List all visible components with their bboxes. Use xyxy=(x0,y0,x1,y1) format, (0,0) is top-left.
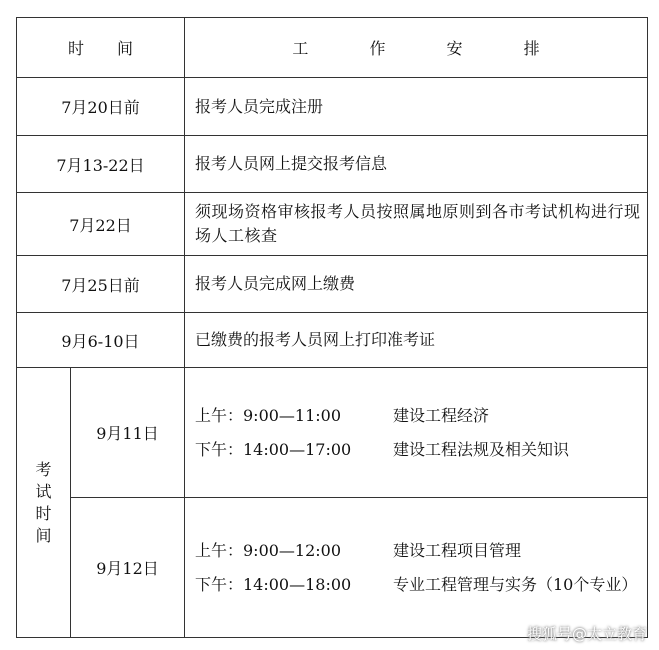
header-time: 时 间 xyxy=(17,18,185,78)
exam-sessions xyxy=(185,368,648,498)
session-time: 下午：14:00—17:00 xyxy=(195,439,352,459)
session-time: 上午：9:00—11:00 xyxy=(195,405,342,425)
table-row xyxy=(17,256,648,313)
exam-row-day1 xyxy=(17,368,648,498)
exam-time-label-text: 考试时间 xyxy=(35,459,52,545)
exam-date: 9月11日 xyxy=(71,368,185,498)
table-row xyxy=(17,78,648,136)
exam-session xyxy=(195,438,647,462)
row-desc: 报考人员网上提交报考信息 xyxy=(185,136,648,193)
header-row xyxy=(17,18,648,78)
row-date: 7月13-22日 xyxy=(17,136,185,193)
session-subject: 建设工程法规及相关知识 xyxy=(393,439,570,459)
row-date: 9月6-10日 xyxy=(17,313,185,368)
row-date: 7月20日前 xyxy=(17,78,185,136)
row-desc: 报考人员完成注册 xyxy=(185,78,648,136)
session-subject: 专业工程管理与实务（10个专业） xyxy=(393,574,638,594)
table-row xyxy=(17,193,648,256)
row-desc xyxy=(185,193,648,256)
session-subject: 建设工程经济 xyxy=(393,405,490,425)
row-desc: 已缴费的报考人员网上打印准考证 xyxy=(185,313,648,368)
exam-date: 9月12日 xyxy=(71,498,185,638)
session-subject: 建设工程项目管理 xyxy=(393,540,522,560)
session-time: 上午：9:00—12:00 xyxy=(195,540,342,560)
row-desc: 报考人员完成网上缴费 xyxy=(185,256,648,313)
session-time: 下午：14:00—18:00 xyxy=(195,574,352,594)
exam-row-day2 xyxy=(17,498,648,638)
row-date: 7月25日前 xyxy=(17,256,185,313)
row-desc-text: 须现场资格审核报考人员按照属地原则到各市考试机构进行现场人工核查 xyxy=(195,202,641,245)
table-row xyxy=(17,136,648,193)
exam-session xyxy=(195,404,647,428)
watermark: 搜狐号@太立教育 xyxy=(526,625,647,643)
exam-sessions xyxy=(185,498,648,638)
schedule-table xyxy=(16,17,648,638)
row-date: 7月22日 xyxy=(17,193,185,256)
header-work: 工 作 安 排 xyxy=(185,18,648,78)
exam-session xyxy=(195,573,647,597)
exam-session xyxy=(195,539,647,563)
table-row xyxy=(17,313,648,368)
exam-time-label xyxy=(17,368,71,638)
